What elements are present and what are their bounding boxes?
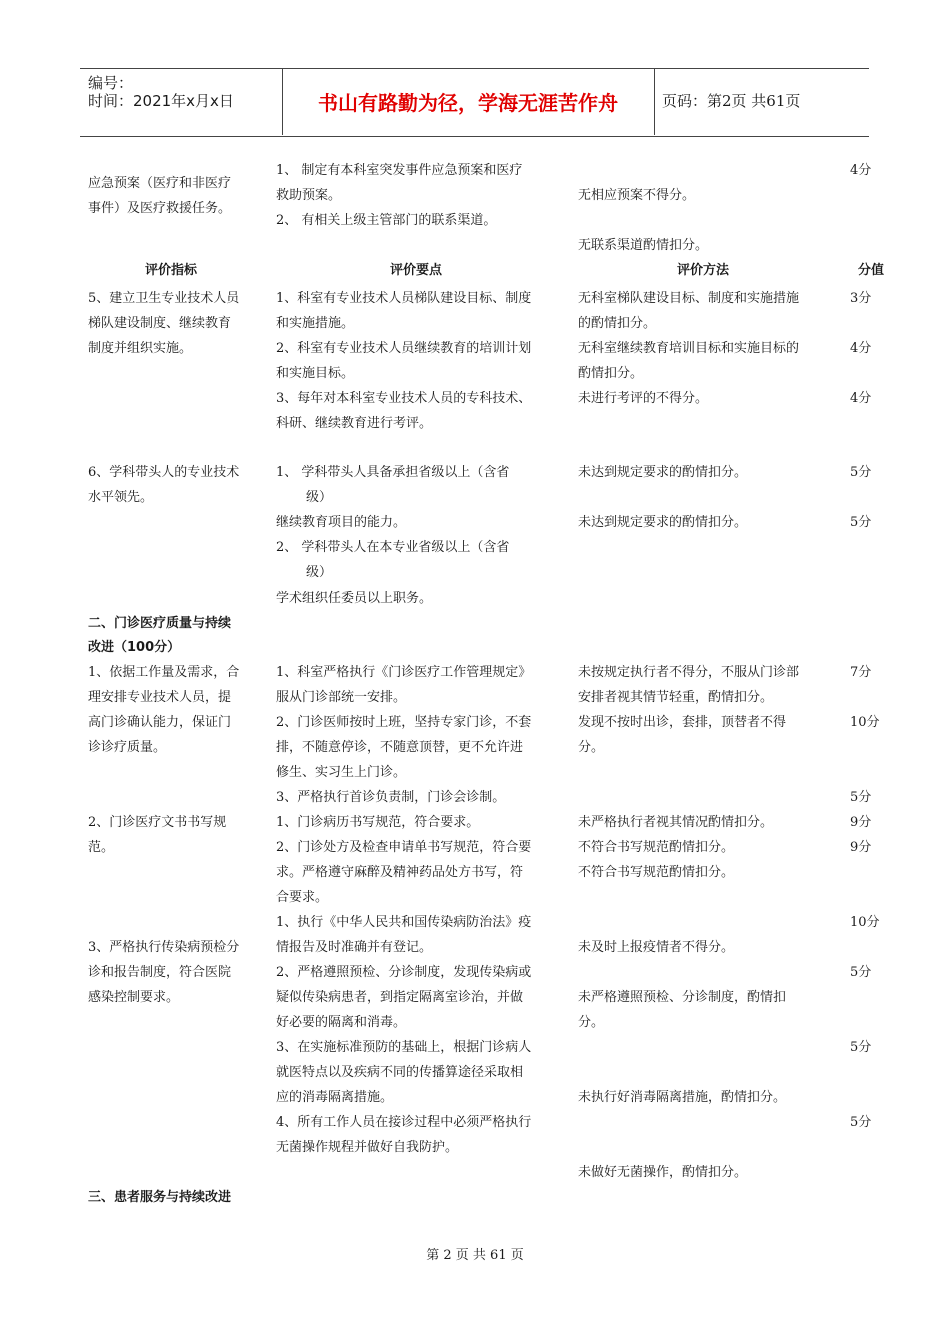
score: 3分 xyxy=(850,291,872,306)
point-line: 科研、继续教育进行考评。 xyxy=(276,416,433,431)
serial-label: 编号： xyxy=(88,74,134,92)
score: 4分 xyxy=(850,163,872,178)
indicator-line: 高门诊确认能力，保证门 xyxy=(88,715,232,730)
method-line: 未严格遵照预检、分诊制度，酌情扣 xyxy=(578,990,787,1005)
method-line: 发现不按时出诊，套排，顶替者不得 xyxy=(578,715,787,730)
indicator-line: 应急预案（医疗和非医疗 xyxy=(88,176,232,191)
method-line: 不符合书写规范酌情扣分。 xyxy=(578,840,735,855)
indicator-line: 理安排专业技术人员，提 xyxy=(88,690,232,705)
point-line: 就医特点以及疾病不同的传播算途径采取相 xyxy=(276,1065,524,1080)
method-line: 未执行好消毒隔离措施，酌情扣分。 xyxy=(578,1090,787,1105)
method-line: 未达到规定要求的酌情扣分。 xyxy=(578,465,748,480)
point-line: 和实施目标。 xyxy=(276,366,355,381)
page-footer: 第 2 页 共 61 页 xyxy=(426,1248,524,1263)
indicator-line: 梯队建设制度、继续教育 xyxy=(88,316,232,331)
point-line: 2、严格遵照预检、分诊制度，发现传染病或 xyxy=(276,965,532,980)
method-line: 未做好无菌操作，酌情扣分。 xyxy=(578,1165,748,1180)
score: 10分 xyxy=(850,715,880,730)
score: 5分 xyxy=(850,465,872,480)
indicator-line: 诊和报告制度，符合医院 xyxy=(88,965,232,980)
point-line: 3、严格执行首诊负责制，门诊会诊制。 xyxy=(276,790,506,805)
score: 5分 xyxy=(850,1115,872,1130)
point-line: 1、 制定有本科室突发事件应急预案和医疗 xyxy=(276,163,523,178)
motto: 书山有路勤为径，学海无涯苦作舟 xyxy=(318,91,618,115)
point-line: 和实施措施。 xyxy=(276,316,355,331)
point-line: 1、门诊病历书写规范，符合要求。 xyxy=(276,815,480,830)
method-line: 分。 xyxy=(578,740,605,755)
indicator-line: 范。 xyxy=(88,840,115,855)
section-title: 二、门诊医疗质量与持续 xyxy=(88,616,232,631)
method-line: 的酌情扣分。 xyxy=(578,316,657,331)
indicator-line: 3、严格执行传染病预检分 xyxy=(88,940,240,955)
indicator-line: 诊诊疗质量。 xyxy=(88,740,167,755)
header-divider xyxy=(654,68,655,135)
point-line: 继续教育项目的能力。 xyxy=(276,515,407,530)
score: 5分 xyxy=(850,1040,872,1055)
point-line: 4、所有工作人员在接诊过程中必须严格执行 xyxy=(276,1115,532,1130)
score: 10分 xyxy=(850,915,880,930)
point-line: 修生、实习生上门诊。 xyxy=(276,765,407,780)
indicator-line: 2、门诊医疗文书书写规 xyxy=(88,815,227,830)
point-line: 情报告及时准确并有登记。 xyxy=(276,940,433,955)
point-line: 级） xyxy=(306,490,333,505)
point-line: 应的消毒隔离措施。 xyxy=(276,1090,394,1105)
score: 5分 xyxy=(850,515,872,530)
point-line: 2、门诊医师按时上班，坚持专家门诊，不套 xyxy=(276,715,532,730)
score: 5分 xyxy=(850,790,872,805)
score: 4分 xyxy=(850,391,872,406)
column-header-points: 评价要点 xyxy=(390,263,443,278)
point-line: 排，不随意停诊，不随意顶替，更不允许进 xyxy=(276,740,524,755)
indicator-line: 制度并组织实施。 xyxy=(88,341,193,356)
method-line: 无联系渠道酌情扣分。 xyxy=(578,238,709,253)
score: 7分 xyxy=(850,665,872,680)
section-title: 三、患者服务与持续改进 xyxy=(88,1190,232,1205)
column-header-score: 分值 xyxy=(858,263,885,278)
point-line: 无菌操作规程并做好自我防护。 xyxy=(276,1140,459,1155)
method-line: 无科室继续教育培训目标和实施目标的 xyxy=(578,341,800,356)
indicator-line: 5、建立卫生专业技术人员 xyxy=(88,291,240,306)
indicator-line: 1、依据工作量及需求，合 xyxy=(88,665,240,680)
point-line: 3、每年对本科室专业技术人员的专科技术、 xyxy=(276,391,532,406)
method-line: 不符合书写规范酌情扣分。 xyxy=(578,865,735,880)
method-line: 未严格执行者视其情况酌情扣分。 xyxy=(578,815,774,830)
method-line: 未按规定执行者不得分，不服从门诊部 xyxy=(578,665,800,680)
score: 9分 xyxy=(850,840,872,855)
method-line: 无相应预案不得分。 xyxy=(578,188,696,203)
method-line: 未达到规定要求的酌情扣分。 xyxy=(578,515,748,530)
method-line: 无科室梯队建设目标、制度和实施措施 xyxy=(578,291,800,306)
section-title: 改进（100分） xyxy=(88,640,181,655)
score: 5分 xyxy=(850,965,872,980)
point-line: 求。严格遵守麻醉及精神药品处方书写，符 xyxy=(276,865,524,880)
point-line: 1、 学科带头人具备承担省级以上（含省 xyxy=(276,465,510,480)
method-line: 酌情扣分。 xyxy=(578,366,644,381)
point-line: 2、科室有专业技术人员继续教育的培训计划 xyxy=(276,341,532,356)
point-line: 好必要的隔离和消毒。 xyxy=(276,1015,407,1030)
page-label: 页码：第2页 共61页 xyxy=(662,92,801,110)
method-line: 未进行考评的不得分。 xyxy=(578,391,709,406)
indicator-line: 事件）及医疗救援任务。 xyxy=(88,201,232,216)
score: 9分 xyxy=(850,815,872,830)
point-line: 学术组织任委员以上职务。 xyxy=(276,591,433,606)
point-line: 3、在实施标准预防的基础上，根据门诊病人 xyxy=(276,1040,532,1055)
point-line: 2、门诊处方及检查申请单书写规范，符合要 xyxy=(276,840,532,855)
point-line: 1、科室严格执行《门诊医疗工作管理规定》 xyxy=(276,665,532,680)
indicator-line: 感染控制要求。 xyxy=(88,990,180,1005)
column-header-indicator: 评价指标 xyxy=(145,263,198,278)
column-header-method: 评价方法 xyxy=(677,263,730,278)
point-line: 1、科室有专业技术人员梯队建设目标、制度 xyxy=(276,291,532,306)
point-line: 合要求。 xyxy=(276,890,329,905)
date-label: 时间：2021年x月x日 xyxy=(88,92,234,110)
point-line: 2、 学科带头人在本专业省级以上（含省 xyxy=(276,540,510,555)
indicator-line: 6、学科带头人的专业技术 xyxy=(88,465,240,480)
point-line: 服从门诊部统一安排。 xyxy=(276,690,407,705)
method-line: 分。 xyxy=(578,1015,605,1030)
score: 4分 xyxy=(850,341,872,356)
point-line: 级） xyxy=(306,565,333,580)
method-line: 未及时上报疫情者不得分。 xyxy=(578,940,735,955)
method-line: 安排者视其情节轻重，酌情扣分。 xyxy=(578,690,774,705)
point-line: 救助预案。 xyxy=(276,188,342,203)
point-line: 1、执行《中华人民共和国传染病防治法》疫 xyxy=(276,915,532,930)
indicator-line: 水平领先。 xyxy=(88,490,154,505)
point-line: 疑似传染病患者，到指定隔离室诊治，并做 xyxy=(276,990,524,1005)
point-line: 2、 有相关上级主管部门的联系渠道。 xyxy=(276,213,497,228)
